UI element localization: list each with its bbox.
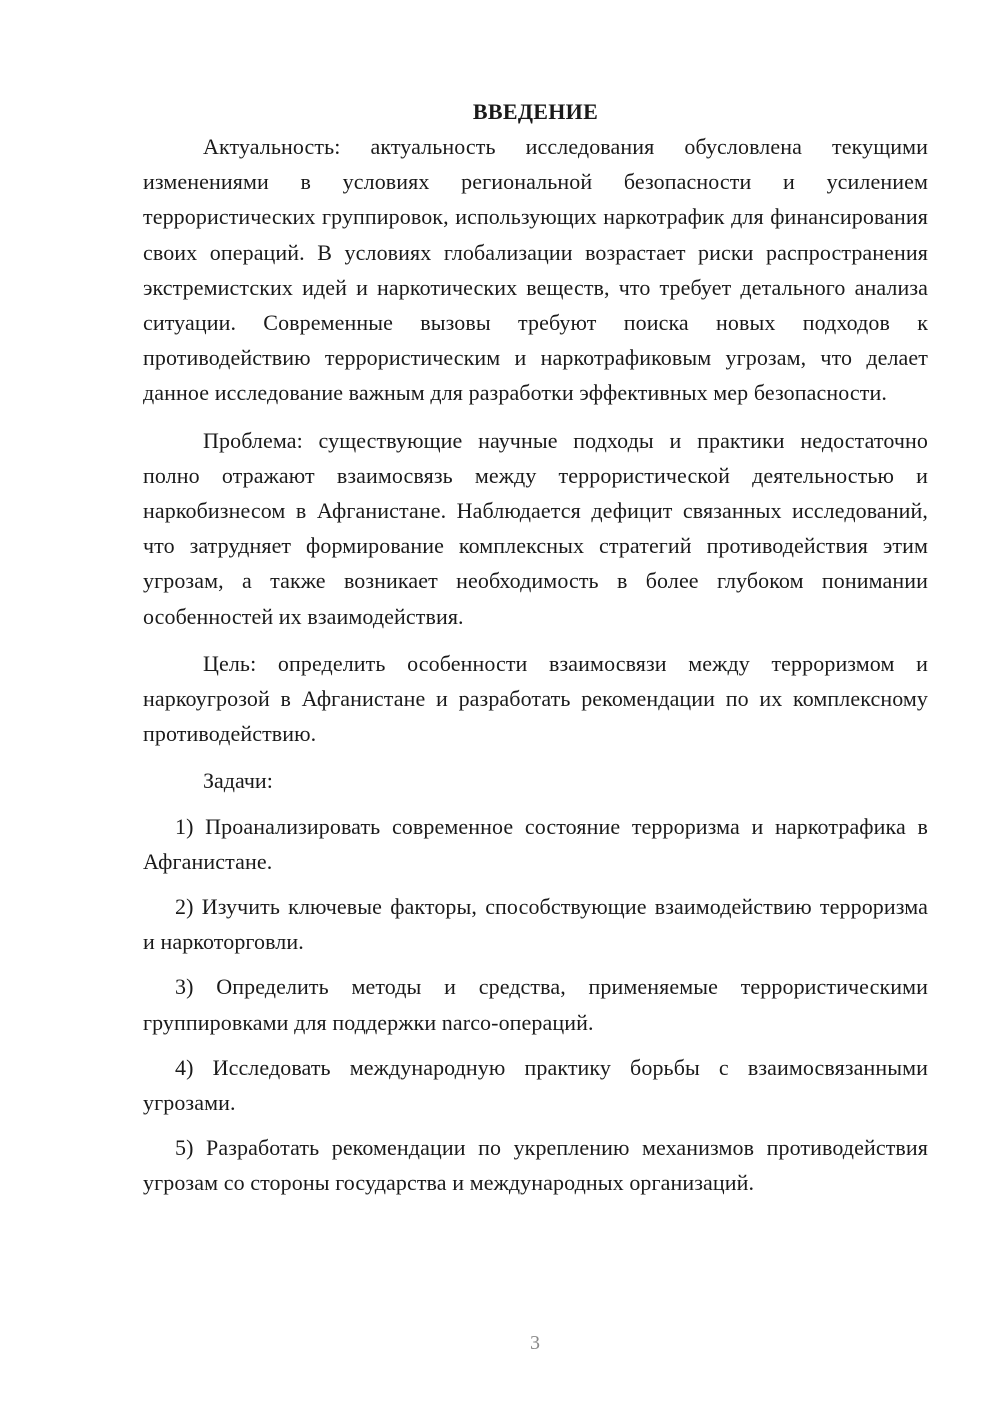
task-item-4: 4) Исследовать международную практику борьбы с взаимосвязанными угрозами. (143, 1054, 928, 1116)
relevance-paragraph: Актуальность: актуальность исследования обусловлена текущими изменениями в условиях региональной безопасности и усилением террористических группировок, использующих наркотрафик для финансирования своих операций. В условиях глобализации возрастает риски распространения экстремистских идей и наркотических веществ, что требует детального анализа ситуации. Современные вызовы требуют поиска новых подходов к противодействию террористическим и наркотрафиковым угрозам, что делает данное исследование важным для разработки эффективных мер безопасности. (143, 134, 928, 406)
problem-paragraph: Проблема: существующие научные подходы и практики недостаточно полно отражают взаимосвязь между террористической деятельностью и наркобизнесом в Афганистане. Наблюдается дефицит связанных исследований, что затрудняет формирование комплексных стратегий противодействия этим угрозам, а также возникает необходимость в более глубоком понимании особенностей их взаимодействия. (143, 427, 928, 629)
task-item-2: 2) Изучить ключевые факторы, способствующие взаимодействию терроризма и наркоторговли. (143, 894, 928, 955)
page-number: 3 (530, 1332, 540, 1354)
task-item-3: 3) Определить методы и средства, применяемые террористическими группировками для поддержки narco-операций. (143, 974, 928, 1035)
task-item-1: 1) Проанализировать современное состояние терроризма и наркотрафика в Афганистане. (143, 813, 928, 874)
page-title: ВВЕДЕНИЕ (472, 99, 599, 124)
task-item-5: 5) Разработать рекомендации по укреплению механизмов противодействия угрозам со стороны государства и международных организаций. (143, 1135, 928, 1196)
tasks-heading: Задачи: (203, 768, 273, 794)
document-page (143, 94, 928, 1211)
goal-paragraph: Цель: определить особенности взаимосвязи между терроризмом и наркоугрозой в Афганистане и разработать рекомендации по их комплексному противодействию. (143, 650, 928, 747)
